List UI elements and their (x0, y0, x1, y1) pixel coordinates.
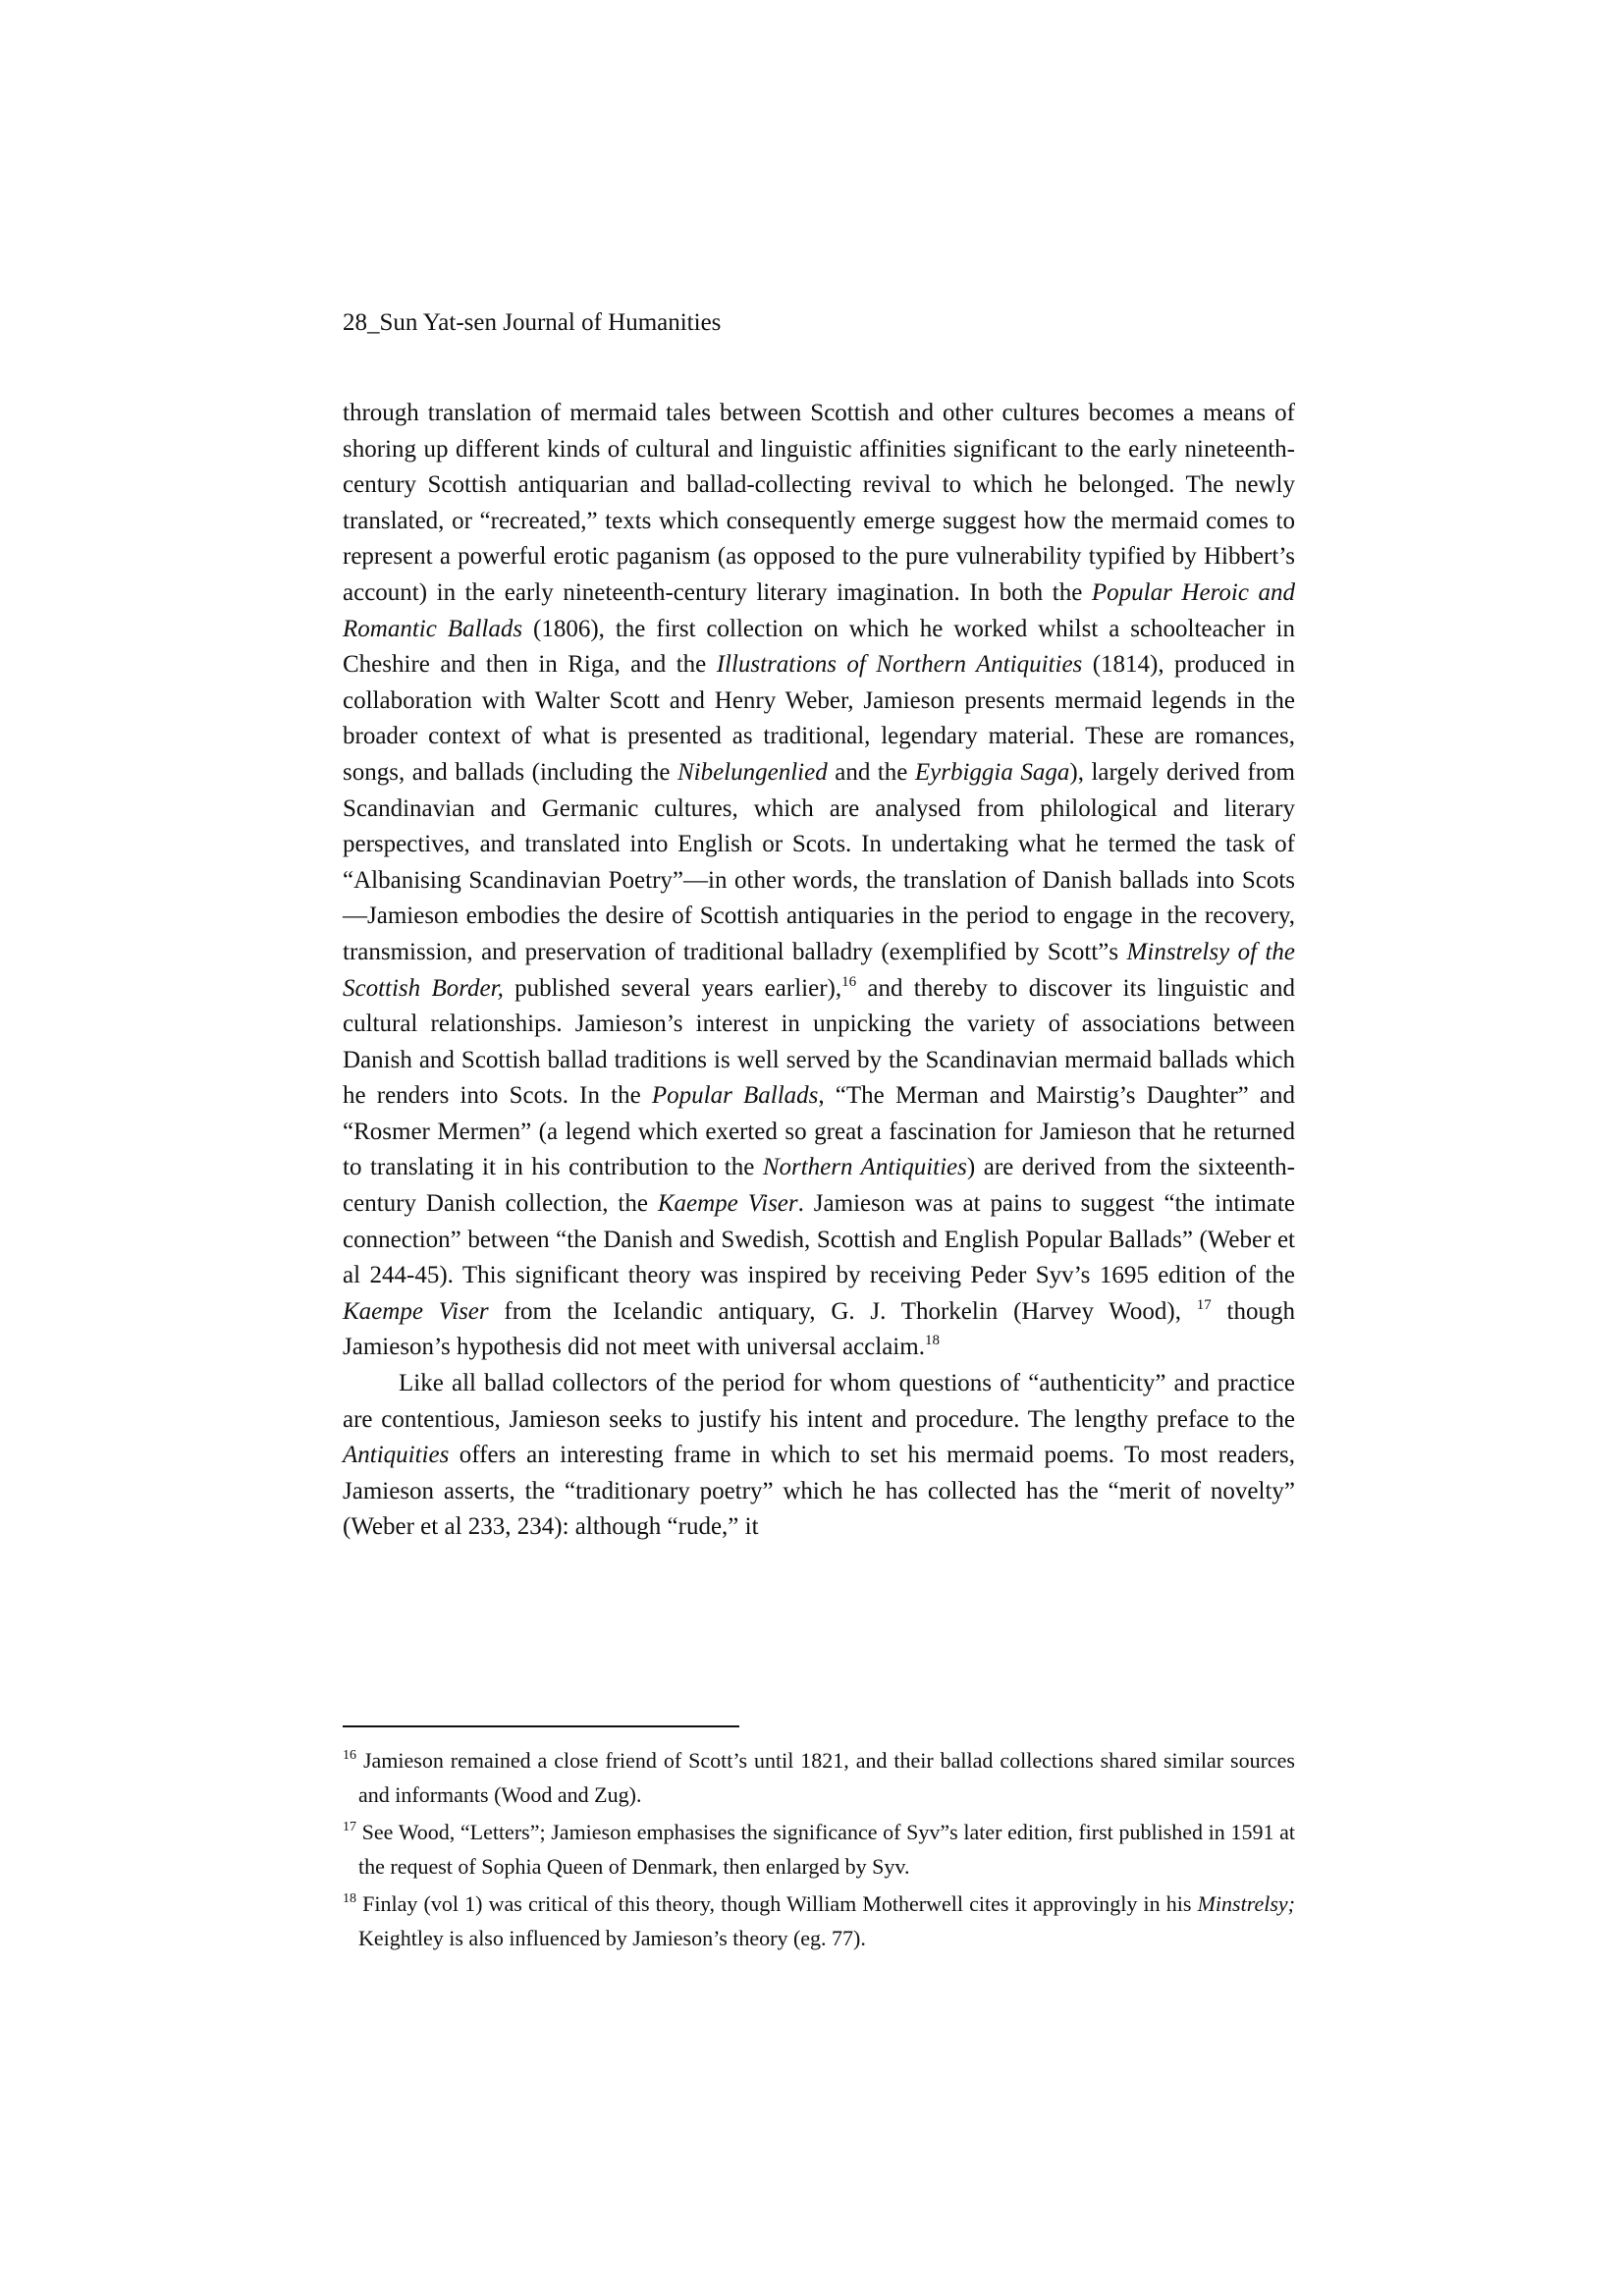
italic-text: Popular Ballads (651, 1082, 819, 1110)
italic-text: Kaempe Viser (343, 1297, 489, 1325)
footnote-marker: 17 (343, 1820, 356, 1834)
body-paragraph (343, 396, 1295, 1366)
italic-text: Northern Antiquities (762, 1154, 967, 1181)
footnote-marker: 17 (1196, 1296, 1212, 1313)
body-text (343, 396, 1295, 1546)
text-run: through translation of mermaid tales between Scottish and other cultures becomes a means of shoring up different kinds of cultural and linguistic affinities significant to the early nineteenth-century Scottish antiquarian and ballad-collecting revival to which he belonged. The newly translated, or “recreated,” texts which consequently emerge suggest how the mermaid comes to represent a powerful erotic paganism (as opposed to the pure vulnerability typified by Hibbert’s account) in the early nineteenth-century literary imagination. In both the (343, 400, 1295, 606)
text-run: ), largely derived from Scandinavian and Germanic cultures, which are analysed from philological and literary perspectives, and translated into English or Scots. In undertaking what he termed the task of “Albanising Scandinavian Poetry”—in other words, the translation of Danish ballads into Scots—Jamieson embodies the desire of Scottish antiquaries in the period to engage in the recovery, transmission, and preservation of traditional balladry (exemplified by Scott”s (343, 758, 1296, 965)
running-head: 28_Sun Yat-sen Journal of Humanities (343, 309, 722, 336)
footnote-marker: 18 (343, 1891, 356, 1906)
italic-text: Eyrbiggia Saga (914, 758, 1070, 786)
text-run: Keightley is also influenced by Jamieson’s theory (eg. 77). (358, 1926, 866, 1950)
italic-text: Minstrelsy; (1197, 1891, 1295, 1916)
body-paragraph (343, 1366, 1295, 1546)
text-run: and thereby to discover its linguistic and cultural relationships. Jamieson’s interest in unpicking the variety of associations between Danish and Scottish ballad traditions is well served by the Scandinavian mermaid ballads which he renders into Scots. In the (343, 974, 1295, 1110)
footnote-marker: 16 (841, 973, 857, 990)
footnote-marker: 16 (343, 1748, 356, 1763)
text-run: (1806), the first collection on which he worked whilst a schoolteacher in Cheshire and then in Riga, and the (343, 615, 1295, 679)
text-run: . Jamieson was at pains to suggest “the intimate connection” between “the Danish and Swedish, Scottish and English Popular Ballads” (Weber et al 244-45). This significant theory was inspired by receiving Peder Syv’s 1695 edition of the (343, 1190, 1295, 1289)
text-run: offers an interesting frame in which to set his mermaid poems. To most readers, Jamieson asserts, the “traditionary poetry” which he has collected has the “merit of novelty” (Weber et al 233, 234): although “rude,” it (343, 1442, 1295, 1541)
footnote (343, 1815, 1295, 1884)
text-run: published several years earlier), (503, 974, 842, 1002)
footnote-marker: 18 (924, 1333, 940, 1349)
text-run: and the (827, 758, 915, 786)
italic-text: Popular Heroic and Romantic Ballads (343, 578, 1295, 642)
text-run: See Wood, “Letters”; Jamieson emphasises the significance of Syv”s later edition, first published in 1591 at the request of Sophia Queen of Denmark, then enlarged by Syv. (356, 1820, 1295, 1879)
italic-text: Kaempe Viser (657, 1190, 798, 1218)
text-run: from the Icelandic antiquary, G. J. Thorkelin (Harvey Wood), (488, 1297, 1197, 1325)
text-run: though Jamieson’s hypothesis did not meet with universal acclaim. (343, 1297, 1295, 1361)
italic-text: Illustrations of Northern Antiquities (716, 651, 1083, 679)
footnote (343, 1743, 1295, 1812)
text-run: ) are derived from the sixteenth-century Danish collection, the (343, 1154, 1295, 1218)
text-run: Like all ballad collectors of the period for whom questions of “authenticity” and practice are contentious, Jamieson seeks to justify his intent and procedure. The lengthy preface to the (343, 1370, 1295, 1433)
italic-text: Minstrelsy of the Scottish Border, (343, 938, 1295, 1002)
text-run: , “The Merman and Mairstig’s Daughter” and “Rosmer Mermen” (a legend which exerted so great a fascination for Jamieson that he returned to translating it in his contribution to the (343, 1082, 1296, 1181)
italic-text: Nibelungenlied (676, 758, 828, 786)
footnotes (343, 1743, 1295, 1958)
italic-text: Antiquities (343, 1442, 450, 1469)
footnote-separator (343, 1725, 739, 1727)
text-run: Jamieson remained a close friend of Scott’s until 1821, and their ballad collections shared similar sources and informants (Wood and Zug). (356, 1748, 1295, 1807)
text-run: Finlay (vol 1) was critical of this theory, though William Motherwell cites it approvingly in his (356, 1891, 1198, 1916)
footnote (343, 1886, 1295, 1955)
text-run: (1814), produced in collaboration with Walter Scott and Henry Weber, Jamieson presents mermaid legends in the broader context of what is presented as traditional, legendary material. These are romances, songs, and ballads (including the (343, 651, 1295, 786)
